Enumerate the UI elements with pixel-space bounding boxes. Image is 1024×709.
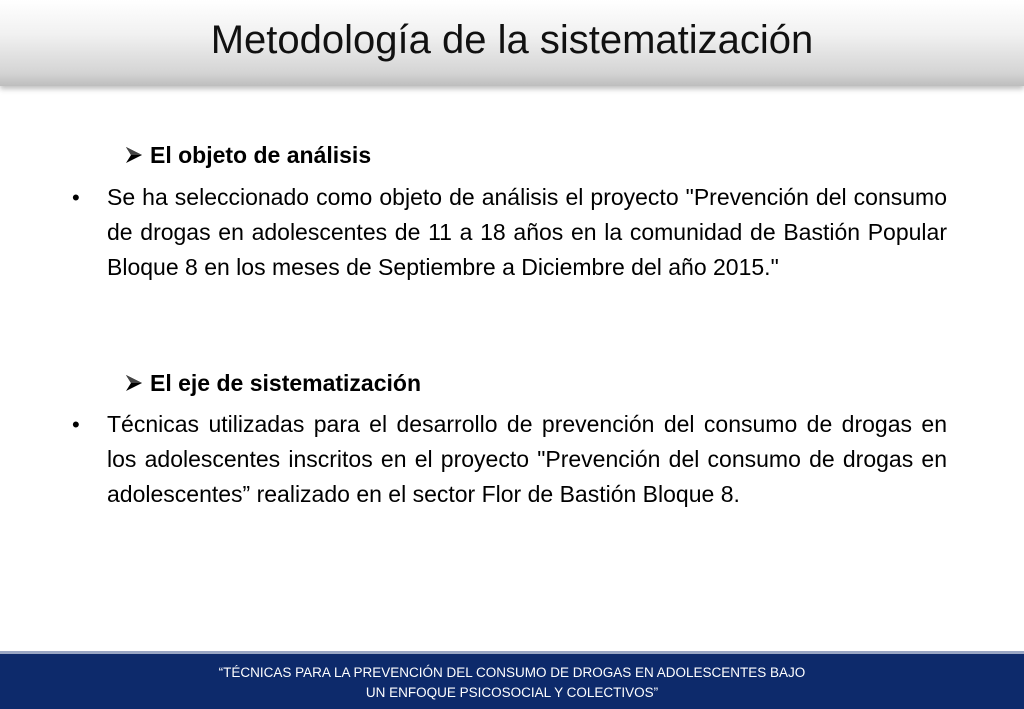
section-heading-axis: [124, 368, 421, 400]
section-heading-text: El objeto de análisis: [150, 142, 372, 168]
section-heading-text: El eje de sistematización: [150, 370, 422, 396]
list-item: [72, 180, 952, 285]
arrowhead-bullet-icon: [124, 142, 144, 172]
footer-bar: [0, 651, 1024, 709]
list-item: [72, 407, 952, 512]
round-bullet-icon: •: [72, 412, 80, 437]
bullet-text: Se ha seleccionado como objeto de análisis el proyecto "Prevención del consumo de drogas en adolescentes de 11 a 18 años en la comunidad de Bastión Popular Bloque 8 en los meses de Septiembre a Diciembre del año 2015.": [107, 184, 947, 280]
bullet-text: Técnicas utilizadas para el desarrollo de prevención del consumo de drogas en los adolescentes inscritos en el proyecto "Prevención del consumo de drogas en adolescentes” realizado en el sector Flor de Bastión Bloque 8.: [107, 411, 947, 507]
round-bullet-icon: •: [72, 185, 80, 210]
footer-text: “TÉCNICAS PARA LA PREVENCIÓN DEL CONSUMO DE DROGAS EN ADOLESCENTES BAJO UN ENFOQUE PSICOSOCIAL Y COLECTIVOS”: [218, 665, 806, 700]
slide-title: Metodología de la sistematización: [210, 18, 814, 62]
section-heading-object: [124, 140, 371, 172]
arrowhead-bullet-icon: [124, 370, 144, 400]
